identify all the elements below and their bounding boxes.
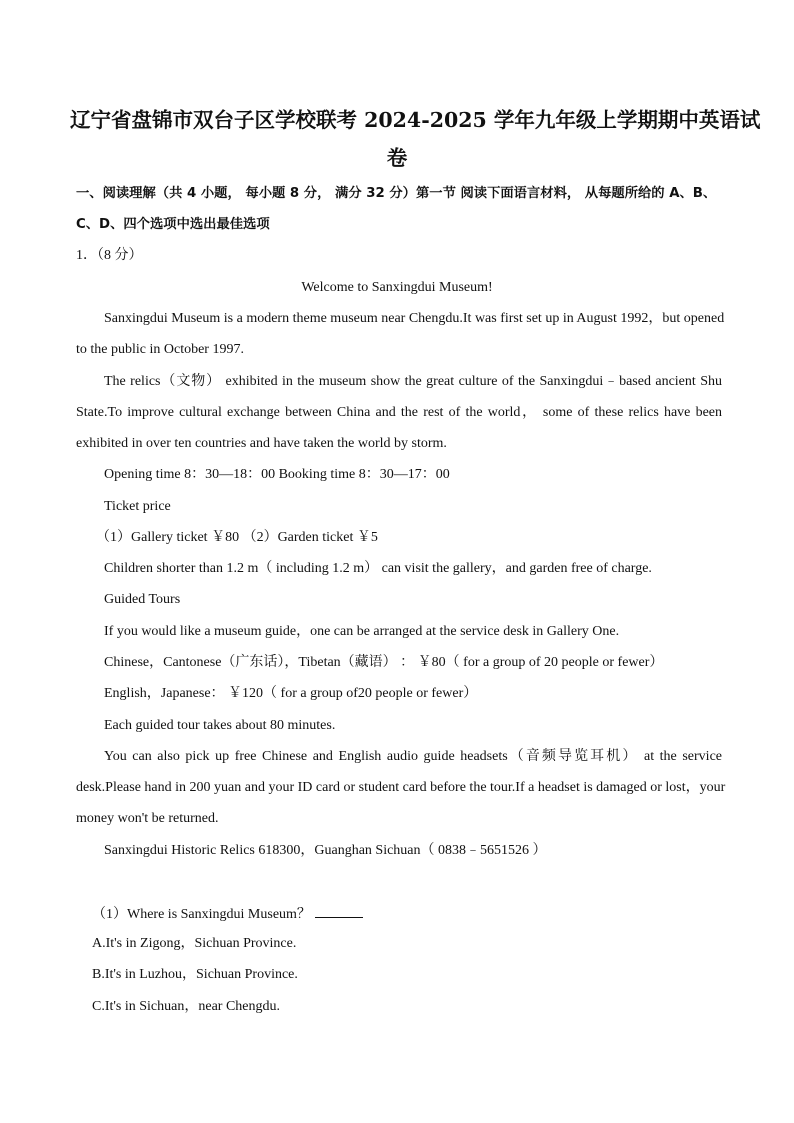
sub-question-1-prompt: （1）Where is Sanxingdui Museum？ [92, 907, 311, 922]
museum-address: Sanxingdui Historic Relics 618300，Guanghan Sichuan（ 0838﹣5651526 ） [104, 843, 547, 858]
guide-info: If you would like a museum guide，one can be arranged at the service desk in Gallery One. [104, 624, 620, 639]
paragraph-1-line-1: Sanxingdui Museum is a modern theme museum near Chengdu.It was first set up in August 1992，but opened [104, 311, 725, 326]
audio-guide-line-3: money won't be returned. [76, 811, 219, 826]
answer-blank[interactable] [315, 903, 363, 918]
tour-length: Each guided tour takes about 80 minutes. [104, 718, 336, 733]
exam-title-line-1: 辽宁省盘锦市双台子区学校联考 2024-2025 学年九年级上学期期中英语试 [70, 108, 761, 132]
section-instruction-line-2: C、D、四个选项中选出最佳选项 [76, 217, 270, 232]
exam-title-line-2: 卷 [386, 146, 408, 170]
ticket-prices: （1）Gallery ticket ￥80 （2）Garden ticket ￥5 [96, 530, 378, 545]
ticket-price-heading: Ticket price [104, 499, 171, 514]
question-number: 1．（8 分） [76, 248, 143, 263]
option-c: C.It's in Sichuan，near Chengdu. [92, 999, 280, 1014]
english-tour-price: English，Japanese： ￥120（ for a group of20 people or fewer） [104, 686, 478, 701]
children-policy: Children shorter than 1.2 m（ including 1.2 m） can visit the gallery，and garden free of charge. [104, 561, 652, 576]
paragraph-2-line-1: The relics（文物） exhibited in the museum show the great culture of the Sanxingdui﹣based ancient Shu [104, 374, 722, 389]
guided-tours-heading: Guided Tours [104, 592, 181, 607]
option-a: A.It's in Zigong，Sichuan Province. [92, 936, 297, 951]
paragraph-1-line-2: to the public in October 1997. [76, 342, 244, 357]
audio-guide-line-1: You can also pick up free Chinese and English audio guide headsets（音频导览耳机） at the service [104, 749, 722, 764]
paragraph-2-line-2: State.To improve cultural exchange between China and the rest of the world， some of these relics have been [76, 405, 722, 420]
audio-guide-line-2: desk.Please hand in 200 yuan and your ID card or student card before the tour.If a headset is damaged or lost，your [76, 780, 726, 795]
sub-question-1 [92, 903, 363, 925]
opening-hours: Opening time 8：30—18：00 Booking time 8：30—17：00 [104, 467, 450, 482]
section-instruction-line-1: 一、阅读理解（共 4 小题， 每小题 8 分， 满分 32 分）第一节 阅读下面语言材料， 从每题所给的 A、B、 [76, 186, 717, 201]
chinese-tour-price: Chinese，Cantonese（广东话），Tibetan（藏语） ： ￥80（ for a group of 20 people or fewer） [104, 655, 664, 670]
passage-heading: Welcome to Sanxingdui Museum! [301, 280, 493, 295]
paragraph-2-line-3: exhibited in over ten countries and have taken the world by storm. [76, 436, 447, 451]
option-b: B.It's in Luzhou，Sichuan Province. [92, 967, 298, 982]
